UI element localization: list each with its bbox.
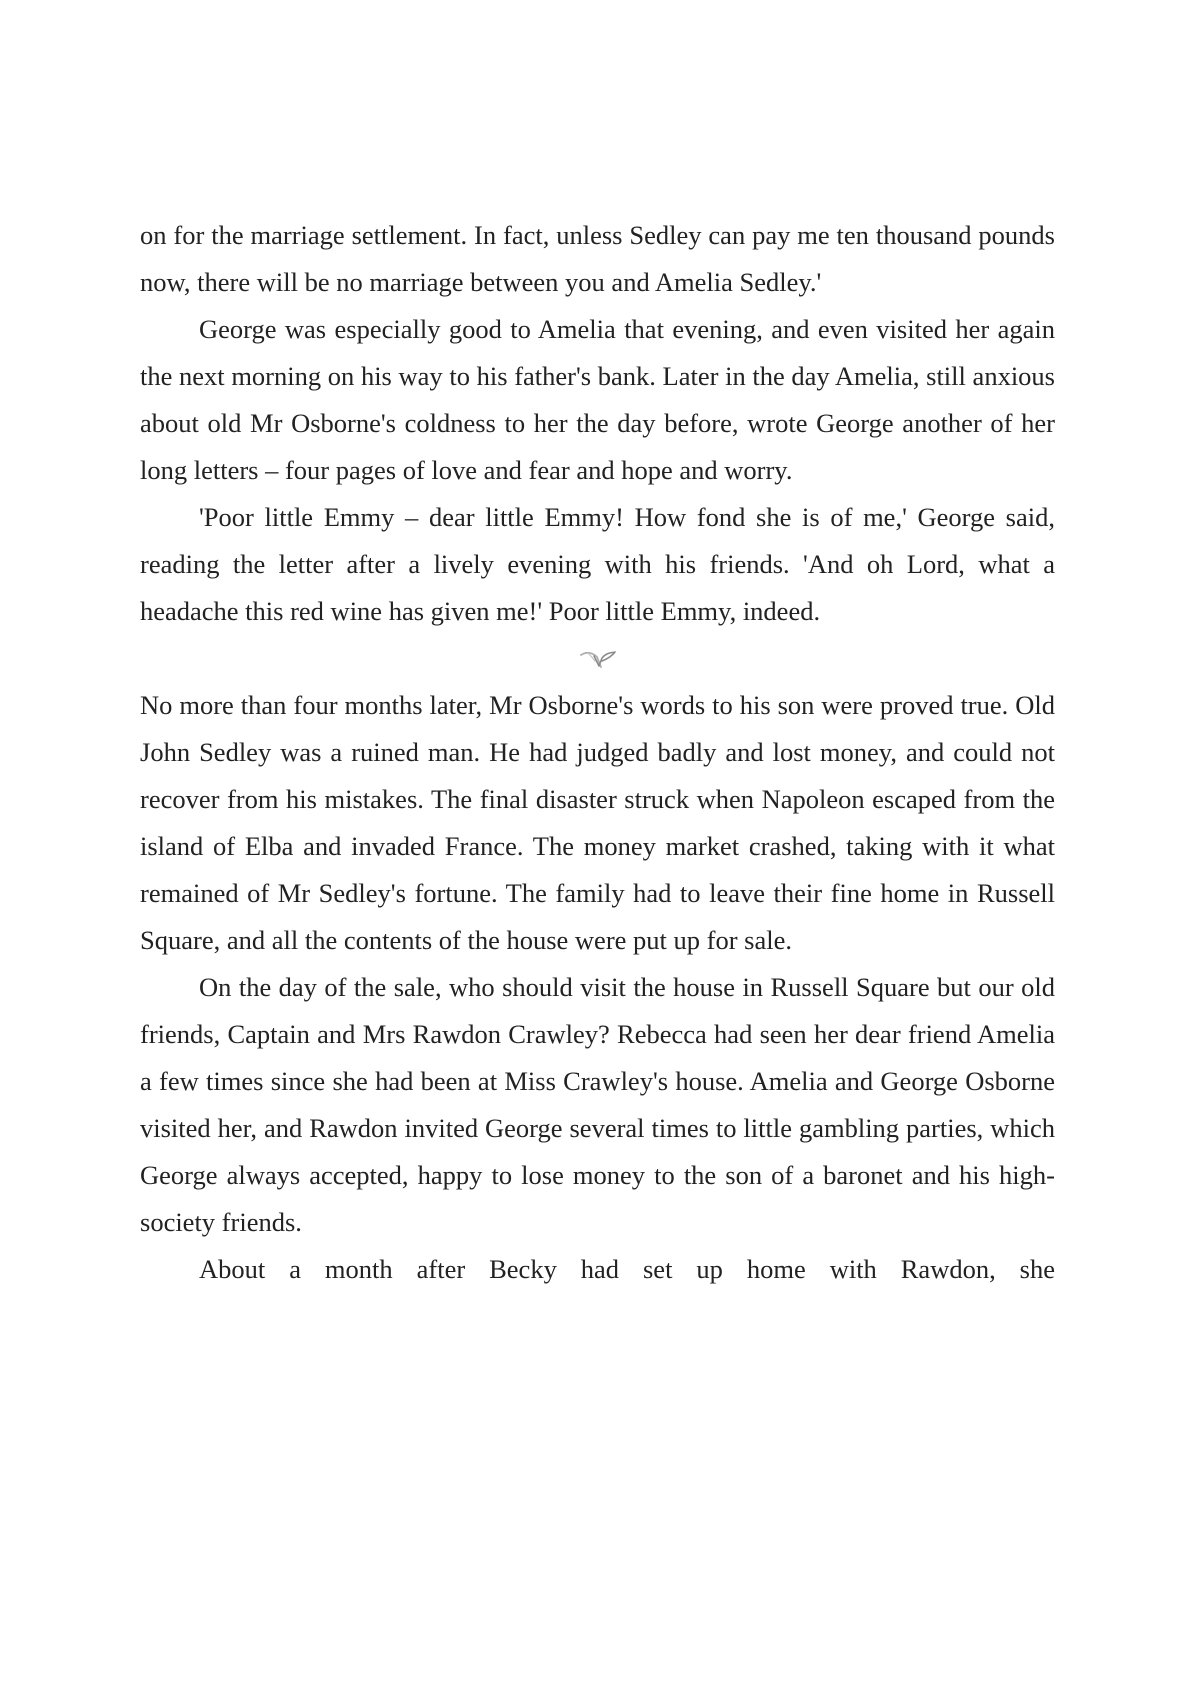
paragraph-day-of-sale: On the day of the sale, who should visit the house in Russell Square but our old friends, Captain and Mrs Rawdon Crawley? Rebecca had seen her dear friend Amelia a few times since she had been at Miss Crawley's house. Amelia and George Osborne visited her, and Rawdon invited George several times to little gambling parties, which George always accepted, happy to lose money to the son of a baronet and his high-society friends. [140,972,1055,1237]
quill-ornament-icon [578,647,618,671]
paragraph-sedley-ruined: No more than four months later, Mr Osborne's words to his son were proved true. Old John Sedley was a ruined man. He had judged badly and lost money, and could not recover from his mistakes. The final disaster struck when Napoleon escaped from the island of Elba and invaded France. The money market crashed, taking with it what remained of Mr Sedley's fortune. The family had to leave their fine home in Russell Square, and all the contents of the house were put up for sale. [140,690,1055,955]
book-page-text [140,212,1055,1293]
paragraph-poor-emmy: 'Poor little Emmy – dear little Emmy! How fond she is of me,' George said, reading the letter after a lively evening with his friends. 'And oh Lord, what a headache this red wine has given me!' Poor little Emmy, indeed. [140,502,1055,626]
paragraph-becky-home: About a month after Becky had set up home with Rawdon, she [199,1254,1055,1284]
paragraph-george-visit: George was especially good to Amelia that evening, and even visited her again the next morning on his way to his father's bank. Later in the day Amelia, still anxious about old Mr Osborne's coldness to her the day before, wrote George another of her long letters – four pages of love and fear and hope and worry. [140,314,1055,485]
paragraph-continued: on for the marriage settlement. In fact, unless Sedley can pay me ten thousand pounds now, there will be no marriage between you and Amelia Sedley.' [140,220,1055,297]
section-break [140,635,1055,682]
